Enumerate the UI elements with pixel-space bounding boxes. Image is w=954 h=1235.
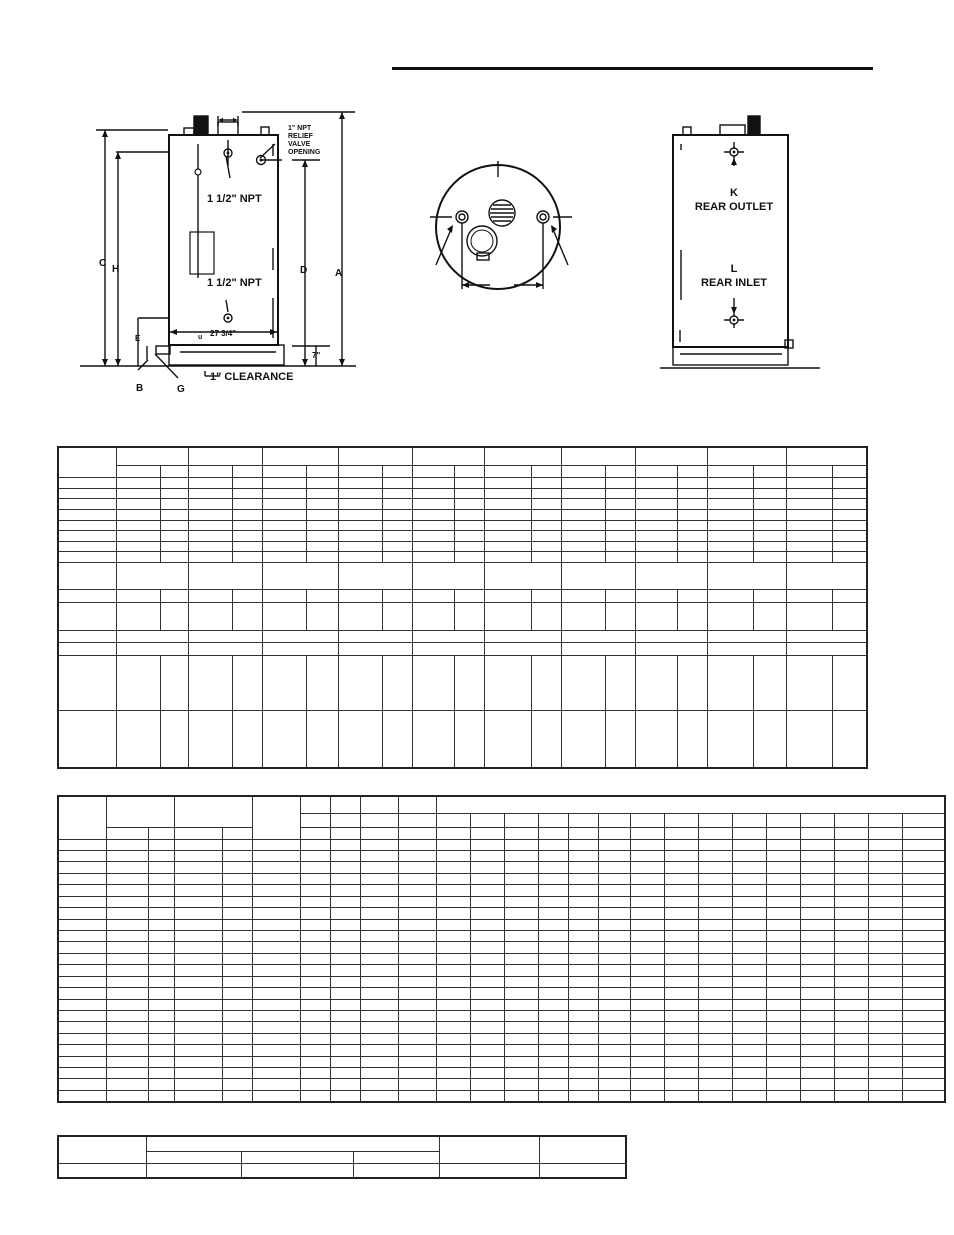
npt-upper-label: 1 1/2" NPT — [207, 193, 262, 205]
relief-label-line2: RELIEF — [288, 133, 313, 140]
dim-u-label: u — [198, 334, 203, 341]
rear-outlet-letter: K — [730, 187, 738, 199]
table-row — [58, 885, 945, 896]
header-rule — [392, 67, 873, 70]
dimensions-table — [57, 446, 868, 769]
dim-b-label: B — [136, 383, 144, 394]
rear-view-diagram — [660, 110, 820, 370]
table-row — [58, 1045, 945, 1056]
dim-h-label: H — [112, 264, 120, 275]
table-row — [58, 603, 867, 631]
table-row — [58, 1079, 945, 1090]
table-row — [58, 919, 945, 930]
table-row — [58, 488, 867, 499]
table-row — [58, 630, 867, 643]
table-row — [58, 499, 867, 510]
table-row — [58, 942, 945, 953]
dim-c-label: C — [99, 258, 107, 269]
table-row — [58, 478, 867, 489]
table-row — [58, 711, 867, 768]
relief-label-line4: OPENING — [288, 149, 321, 156]
recovery-table — [57, 795, 946, 1103]
t1-corner-cell — [58, 447, 116, 478]
table-row — [58, 839, 945, 850]
table-row — [58, 520, 867, 531]
top-view-diagram — [422, 155, 582, 305]
rear-outlet-label: REAR OUTLET — [694, 201, 774, 213]
dim-a-label: A — [335, 268, 343, 279]
dim-e-label: E — [135, 334, 141, 343]
npt-lower-label: 1 1/2" NPT — [207, 277, 262, 289]
table-row — [58, 509, 867, 520]
table-row — [58, 643, 867, 656]
clearance-label: 1" CLEARANCE — [210, 371, 294, 383]
dim-d-label: D — [300, 265, 308, 276]
table-row — [58, 552, 867, 563]
table-row — [58, 656, 867, 711]
table-row — [58, 851, 945, 862]
table-row — [58, 976, 945, 987]
width-label: 27 3/4" — [210, 329, 237, 338]
table-row — [58, 1163, 626, 1178]
table-row — [58, 562, 867, 590]
rear-top-fitting-icon — [748, 116, 760, 135]
relief-label-line3: VALVE — [288, 141, 311, 148]
table-row — [58, 531, 867, 542]
rear-inlet-label: REAR INLET — [701, 277, 767, 289]
dim-g-label: G — [177, 384, 185, 395]
table-row — [58, 896, 945, 907]
table-row — [58, 590, 867, 603]
table-row — [58, 1010, 945, 1021]
table-row — [58, 1056, 945, 1067]
table-row — [58, 1033, 945, 1044]
table-row — [58, 873, 945, 884]
table-row — [58, 1022, 945, 1033]
table-row — [58, 1090, 945, 1102]
front-view-diagram — [60, 108, 440, 408]
top-fitting-icon — [194, 116, 208, 135]
relief-label-line1: 1" NPT — [288, 125, 312, 132]
summary-table — [57, 1135, 627, 1179]
table-row — [58, 953, 945, 964]
table-row — [58, 1068, 945, 1079]
table-row — [58, 862, 945, 873]
rear-inlet-letter: L — [730, 263, 738, 275]
table-row — [58, 988, 945, 999]
table-row — [58, 541, 867, 552]
seven-inch-label: 7" — [312, 351, 321, 360]
table-row — [58, 931, 945, 942]
table-row — [58, 965, 945, 976]
table-row — [58, 999, 945, 1010]
table-row — [58, 908, 945, 919]
